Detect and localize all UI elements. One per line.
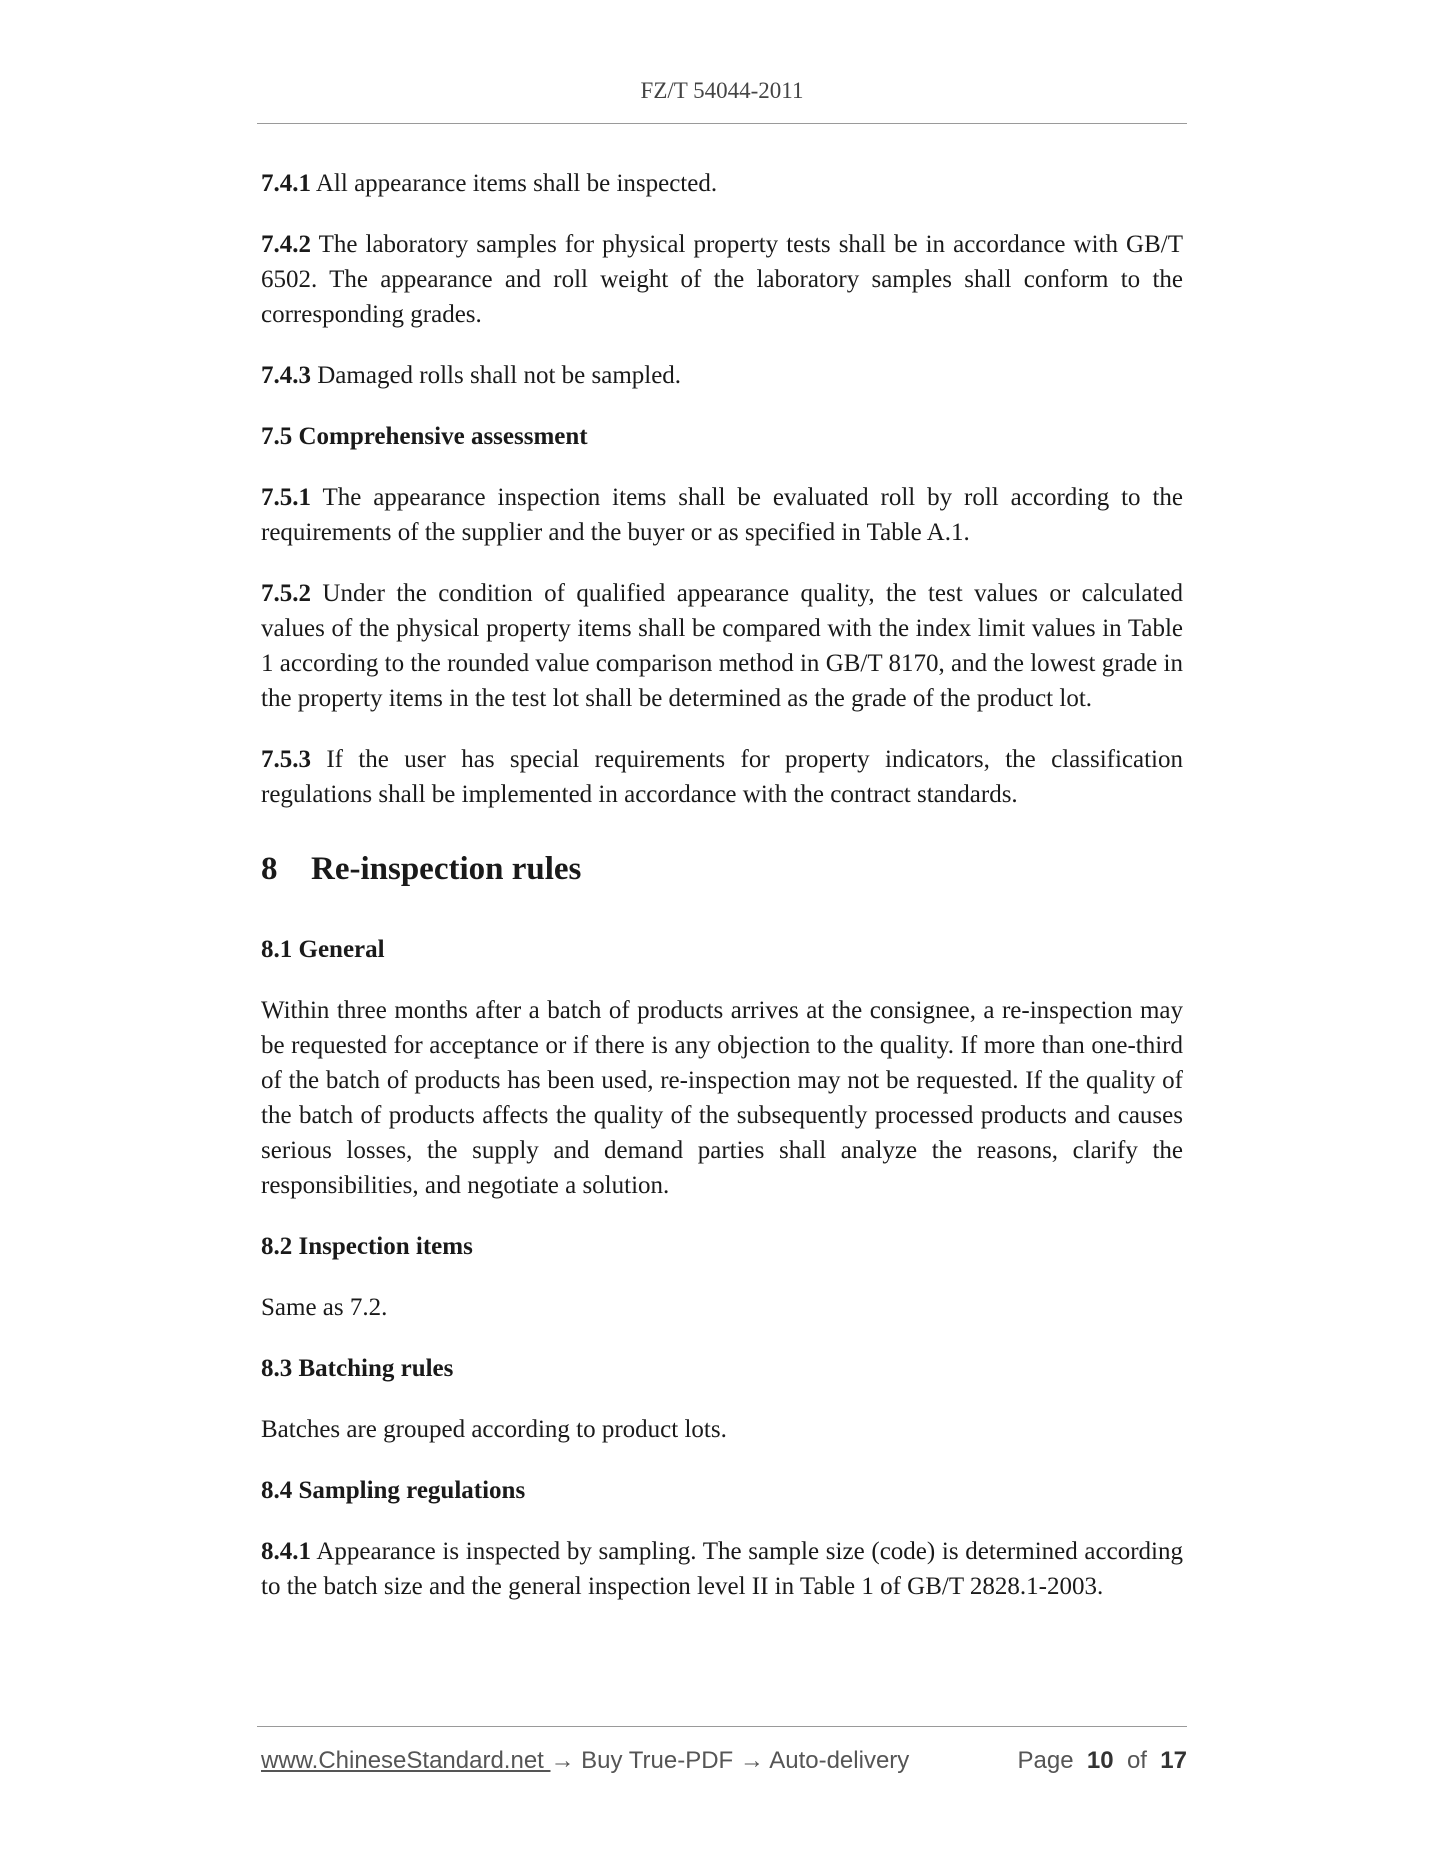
- arrow-right-icon: →: [550, 1747, 575, 1774]
- chapter-title: Re-inspection rules: [311, 851, 582, 887]
- footer-divider: [257, 1726, 1187, 1727]
- auto-delivery-text: Auto-delivery: [763, 1747, 910, 1774]
- clause-text: All appearance items shall be inspected.: [311, 170, 718, 197]
- clause-number: 7.5.3: [261, 746, 311, 773]
- clause-number: 7.5.1: [261, 484, 311, 511]
- page-label: Page: [1017, 1747, 1074, 1774]
- clause-text: The appearance inspection items shall be evaluated roll by roll according to the requirements of the supplier and the buyer or as specified in Table A.1.: [261, 484, 1183, 546]
- paragraph-8-1: Within three months after a batch of products arrives at the consignee, a re-inspection may be requested for acceptance or if there is any objection to the quality. If more than one-third of the batch of products has been used, re-inspection may not be requested. If the quality of the batch of products affects the quality of the subsequently processed products and causes serious losses, the supply and demand parties shall analyze the reasons, clarify the responsibilities, and negotiate a solution.: [261, 997, 1183, 1199]
- clause-7-5-2: [261, 576, 1183, 716]
- section-heading-8-2: 8.2 Inspection items: [261, 1233, 473, 1260]
- clause-7-4-1: [261, 166, 1183, 201]
- document-header: FZ/T 54044-2011: [640, 78, 804, 103]
- clause-number: 7.5.2: [261, 580, 311, 607]
- paragraph-8-2: Same as 7.2.: [261, 1294, 388, 1321]
- clause-number: 7.4.2: [261, 231, 311, 258]
- clause-number: 7.4.1: [261, 170, 311, 197]
- clause-8-4-1: [261, 1534, 1183, 1604]
- clause-7-4-3: [261, 358, 1183, 393]
- section-heading-8-3: 8.3 Batching rules: [261, 1355, 454, 1382]
- site-link[interactable]: www.ChineseStandard.net: [261, 1747, 551, 1774]
- document-body: [261, 166, 1183, 1604]
- chapter-number: 8: [261, 851, 278, 887]
- header-divider: [257, 123, 1187, 124]
- of-label: of: [1126, 1747, 1147, 1774]
- clause-7-4-2: [261, 227, 1183, 332]
- current-page: 10: [1086, 1747, 1114, 1774]
- paragraph-8-3: Batches are grouped according to product lots.: [261, 1416, 727, 1443]
- section-heading-7-5: 7.5 Comprehensive assessment: [261, 423, 588, 450]
- page-footer: [261, 1747, 1187, 1775]
- clause-text: The laboratory samples for physical property tests shall be in accordance with GB/T 6502. The appearance and roll weight of the laboratory samples shall conform to the corresponding grades.: [261, 231, 1183, 328]
- clause-text: Appearance is inspected by sampling. The sample size (code) is determined according to the batch size and the general inspection level II in Table 1 of GB/T 2828.1-2003.: [261, 1538, 1183, 1600]
- total-pages: 17: [1160, 1747, 1187, 1774]
- clause-text: Damaged rolls shall not be sampled.: [311, 362, 682, 389]
- arrow-right-icon: →: [739, 1747, 764, 1774]
- clause-7-5-1: [261, 480, 1183, 550]
- section-heading-8-1: 8.1 General: [261, 936, 385, 963]
- buy-pdf-text: Buy True-PDF: [574, 1747, 740, 1774]
- clause-7-5-3: [261, 742, 1183, 812]
- clause-number: 7.4.3: [261, 362, 311, 389]
- chapter-heading-8: [261, 846, 1183, 892]
- section-heading-8-4: 8.4 Sampling regulations: [261, 1477, 526, 1504]
- clause-number: 8.4.1: [261, 1538, 311, 1565]
- clause-text: If the user has special requirements for property indicators, the classification regulations shall be implemented in accordance with the contract standards.: [261, 746, 1183, 808]
- page-number: [1017, 1747, 1187, 1775]
- clause-text: Under the condition of qualified appearance quality, the test values or calculated values of the physical property items shall be compared with the index limit values in Table 1 according to the rounded value comparison method in GB/T 8170, and the lowest grade in the property items in the test lot shall be determined as the grade of the product lot.: [261, 580, 1183, 712]
